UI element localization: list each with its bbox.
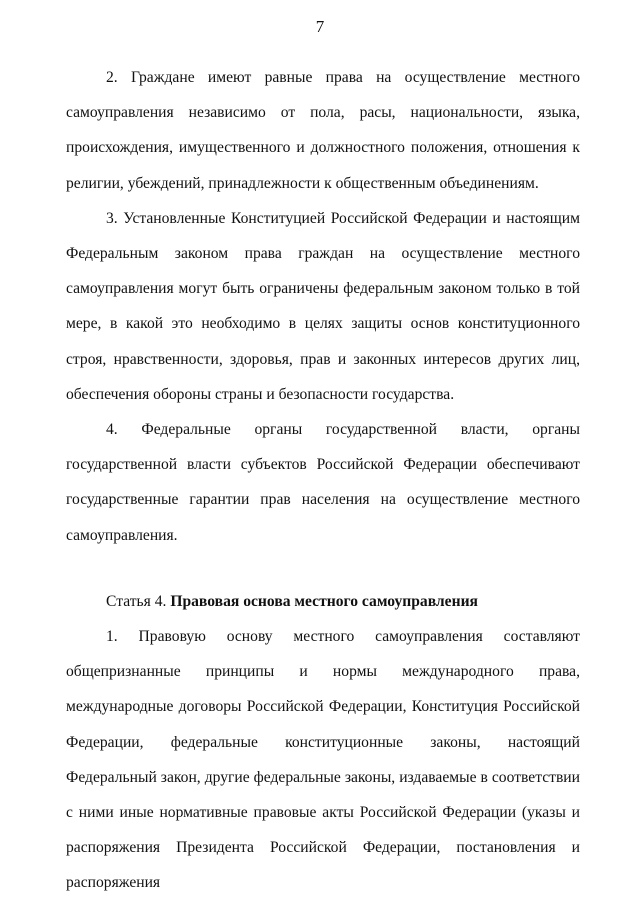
article-title: Правовая основа местного самоуправления xyxy=(170,592,478,610)
document-body xyxy=(66,60,580,901)
paragraph-2: 2. Граждане имеют равные права на осуществление местного самоуправления независимо от пола, расы, национальности, языка, происхождения, имущественного и должностного положения, отношения к религии, убеждений, принадлежности к общественным объединениям. xyxy=(66,69,580,192)
paragraph-3: 3. Установленные Конституцией Российской Федерации и настоящим Федеральным законом права граждан на осуществление местного самоуправления могут быть ограничены федеральным законом только в той мере, в какой это необходимо в целях защиты основ конституционного строя, нравственности, здоровья, прав и законных интересов других лиц, обеспечения обороны страны и безопасности государства. xyxy=(66,209,580,403)
article-prefix: Статья 4. xyxy=(106,592,167,610)
article-heading xyxy=(66,584,580,619)
paragraph-4: 4. Федеральные органы государственной власти, органы государственной власти субъектов Российской Федерации обеспечивают государственные гарантии прав населения на осуществление местного самоуправления. xyxy=(66,421,580,544)
article-paragraph-1: 1. Правовую основу местного самоуправления составляют общепризнанные принципы и нормы международного права, международные договоры Российской Федерации, Конституция Российской Федерации, федеральные конституционные законы, настоящий Федеральный закон, другие федеральные законы, издаваемые в соответствии с ними иные нормативные правовые акты Российской Федерации (указы и распоряжения Президента Российской Федерации, постановления и распоряжения xyxy=(66,628,580,892)
page-number: 7 xyxy=(315,17,325,36)
